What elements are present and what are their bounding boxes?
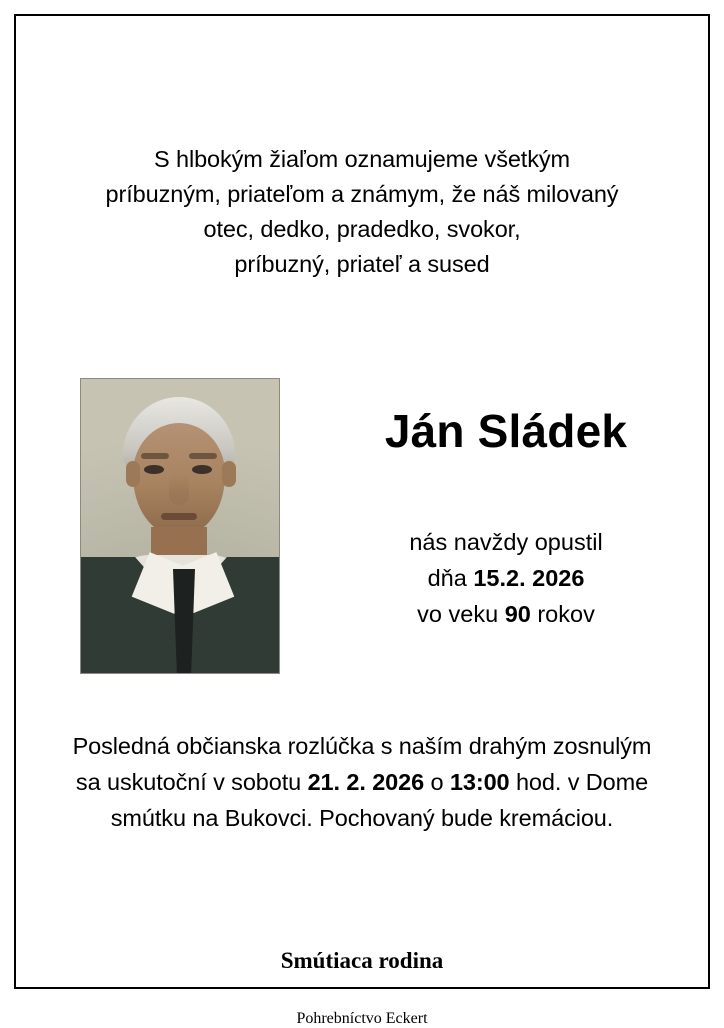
passing-details bbox=[316, 524, 696, 632]
passing-date: 15.2. 2026 bbox=[473, 565, 585, 591]
portrait-mouth bbox=[161, 513, 197, 520]
portrait-eye-left bbox=[144, 465, 164, 474]
portrait-nose bbox=[169, 475, 189, 505]
ceremony-suffix: hod. v Dome bbox=[509, 769, 649, 795]
ceremony-mid: o bbox=[424, 769, 450, 795]
passing-age: 90 bbox=[504, 601, 531, 627]
farewell-line-2 bbox=[42, 764, 682, 800]
farewell-line-3: smútku na Bukovci. Pochovaný bude kremáciou. bbox=[110, 805, 614, 831]
passing-line-1: nás navždy opustil bbox=[409, 529, 603, 555]
intro-line-2: príbuzným, priateľom a známym, že náš milovaný bbox=[105, 181, 619, 207]
intro-text bbox=[16, 142, 708, 282]
intro-line-3: otec, dedko, pradedko, svokor, bbox=[203, 216, 521, 242]
passing-age-suffix: rokov bbox=[530, 601, 595, 627]
portrait-brow-left bbox=[141, 453, 169, 459]
intro-line-4: príbuzný, priateľ a sused bbox=[234, 251, 490, 277]
passing-age-prefix: vo veku bbox=[417, 601, 505, 627]
portrait-brow-right bbox=[189, 453, 217, 459]
publisher-credit: Pohrebníctvo Eckert bbox=[296, 1010, 428, 1027]
ceremony-prefix: sa uskutoční v sobotu bbox=[75, 769, 308, 795]
farewell-text bbox=[16, 728, 708, 836]
portrait-ear-right bbox=[222, 461, 236, 487]
portrait-ear-left bbox=[126, 461, 140, 487]
portrait-photo bbox=[80, 378, 280, 674]
intro-line-1: S hlbokým žiaľom oznamujeme všetkým bbox=[153, 146, 571, 172]
ceremony-date: 21. 2. 2026 bbox=[307, 769, 425, 795]
portrait-and-name-block bbox=[16, 356, 708, 676]
passing-line-3 bbox=[316, 596, 696, 632]
portrait-eye-right bbox=[192, 465, 212, 474]
ceremony-time: 13:00 bbox=[449, 769, 510, 795]
family-signature: Smútiaca rodina bbox=[280, 948, 444, 973]
passing-date-prefix: dňa bbox=[427, 565, 474, 591]
deceased-name: Ján Sládek bbox=[384, 405, 628, 457]
farewell-line-1: Posledná občianska rozlúčka s naším drahým zosnulým bbox=[72, 733, 652, 759]
passing-line-2 bbox=[316, 560, 696, 596]
notice-frame bbox=[14, 14, 710, 1027]
